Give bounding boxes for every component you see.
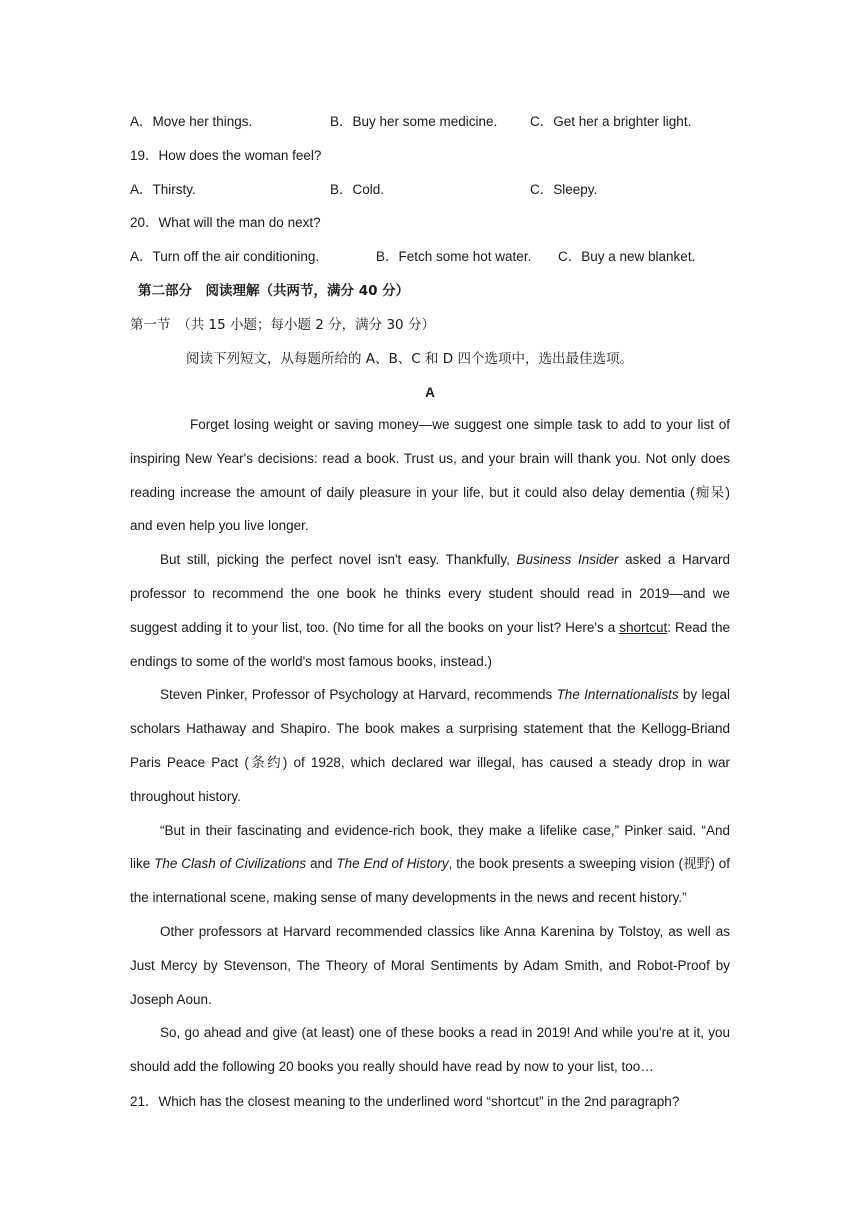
passage-title: A — [425, 385, 435, 400]
q18-option-b: B．Buy her some medicine. — [330, 114, 498, 129]
q19-option-c: C．Sleepy. — [530, 182, 598, 197]
q20-option-c: C．Buy a new blanket. — [558, 249, 696, 264]
q19-stem: 19．How does the woman feel? — [130, 148, 322, 163]
book-title: The Internationalists — [556, 687, 679, 703]
q19-option-b: B．Cold. — [330, 182, 385, 197]
q18-option-c: C．Get her a brighter light. — [530, 114, 692, 129]
underlined-word: shortcut — [619, 619, 668, 635]
paragraph-1: Forget losing weight or saving money—we suggest one simple task to add to your list of inspiring New Year's decisions: read a book. Trust us, and your brain will thank you. Not only does reading increase the amount of daily pleasure in your life, but it could also delay dementia (痴呆) and even help you live longer. — [130, 417, 730, 534]
q20-option-b: B．Fetch some hot water. — [376, 249, 532, 264]
q18-option-a: A．Move her things. — [130, 114, 253, 129]
part2-heading: 第二部分 阅读理解（共两节，满分 40 分） — [138, 283, 410, 299]
q19-option-a: A．Thirsty. — [130, 182, 196, 197]
paragraph-4: “But in their fascinating and evidence-rich book, they make a lifelike case,” Pinker said. “And like The Clash of Civilizations and The End of History, the book presents a sweeping vision (视野) of the international scene, making sense of many developments in the news and recent history.” — [130, 822, 730, 906]
paragraph-3: Steven Pinker, Professor of Psychology at Harvard, recommends The Internationalists by legal scholars Hathaway and Shapiro. The book makes a surprising statement that the Kellogg-Briand Paris Peace Pact (条约) of 1928, which declared war illegal, has caused a steady drop in war throughout history. — [130, 687, 730, 804]
book-title: The End of History — [336, 856, 449, 872]
publication-title: Business Insider — [516, 552, 619, 568]
q20-stem: 20．What will the man do next? — [130, 215, 321, 230]
q21-stem: 21．Which has the closest meaning to the underlined word “shortcut” in the 2nd paragraph? — [130, 1094, 680, 1109]
section1-heading: 第一节 （共 15 小题；每小题 2 分，满分 30 分） — [130, 317, 435, 333]
paragraph-5: Other professors at Harvard recommended classics like Anna Karenina by Tolstoy, as well as Just Mercy by Stevenson, The Theory of Moral Sentiments by Adam Smith, and Robot-Proof by Joseph Aoun. — [130, 923, 730, 1007]
q20-option-a: A．Turn off the air conditioning. — [130, 249, 320, 264]
passage-body — [130, 408, 730, 1084]
paragraph-6: So, go ahead and give (at least) one of these books a read in 2019! And while you're at it, you should add the following 20 books you really should have read by now to your list, too… — [130, 1025, 730, 1075]
instructions: 阅读下列短文，从每题所给的 A、B、C 和 D 四个选项中，选出最佳选项。 — [186, 351, 633, 367]
paragraph-2: But still, picking the perfect novel isn't easy. Thankfully, Business Insider asked a Harvard professor to recommend the one book he thinks every student should read in 2019—and we suggest adding it to your list, too. (No time for all the books on your list? Here's a shortcut: Read the endings to some of the world's most famous books, instead.) — [130, 552, 730, 669]
book-title: The Clash of Civilizations — [154, 856, 307, 872]
